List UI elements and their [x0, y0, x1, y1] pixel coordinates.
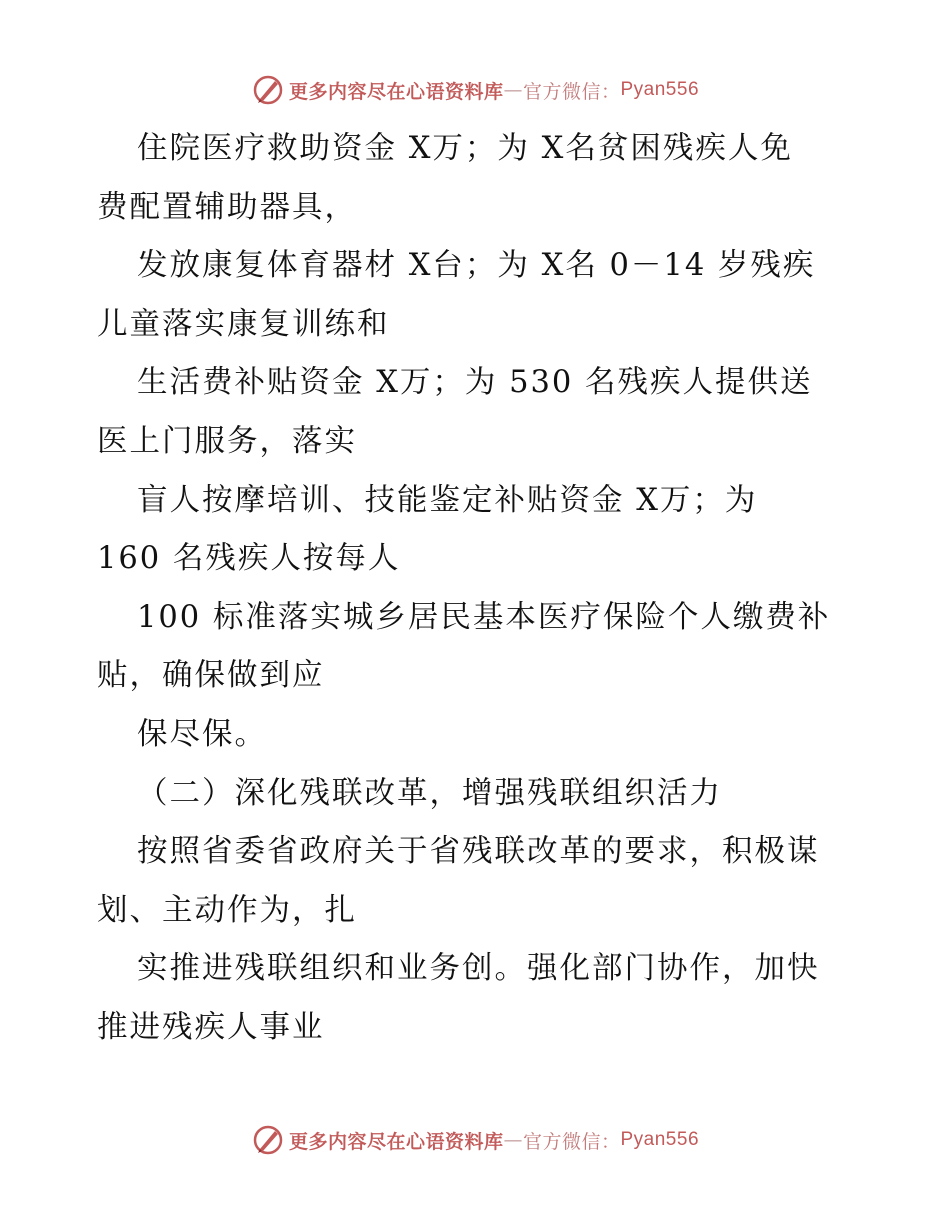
- text-line: 费配置辅助器具，: [97, 189, 357, 225]
- text-line: （二）深化残联改革，增强残联组织活力: [137, 775, 722, 811]
- watermark-separator: —: [503, 79, 523, 101]
- text-line: 100 标准落实城乡居民基本医疗保险个人缴费补: [137, 599, 831, 635]
- text-line: 划、主动作为，扎: [97, 892, 357, 928]
- watermark-label: 官方微信：: [522, 1130, 621, 1153]
- text-line: 发放康复体育器材 X台；为 X名 0－14 岁残疾: [137, 248, 816, 284]
- text-line: 按照省委省政府关于省残联改革的要求，积极谋: [137, 834, 820, 870]
- watermark-separator: —: [503, 1129, 523, 1151]
- text-line: 住院医疗救助资金 X万；为 X名贫困残疾人免: [137, 131, 793, 166]
- document-body: [97, 120, 867, 1058]
- header-watermark: [0, 72, 950, 108]
- text-line: 医上门服务，落实: [97, 423, 357, 459]
- text-line: 160 名残疾人按每人: [97, 541, 401, 577]
- watermark-label: 官方微信：: [522, 80, 621, 103]
- watermark-wechat-id: Pyan556: [620, 79, 700, 100]
- text-line: 贴，确保做到应: [97, 658, 325, 694]
- text-line: 实推进残联组织和业务创。强化部门协作，加快: [137, 951, 820, 987]
- text-line: 保尽保。: [137, 716, 267, 752]
- watermark-main-text: 更多内容尽在心语资料库: [288, 1130, 504, 1153]
- quill-logo-icon: [251, 73, 285, 107]
- text-line: 推进残疾人事业: [97, 1009, 325, 1045]
- watermark-wechat-id: Pyan556: [620, 1129, 700, 1150]
- text-line: 儿童落实康复训练和: [97, 306, 390, 342]
- footer-watermark: [0, 1122, 950, 1158]
- quill-logo-icon: [251, 1123, 285, 1157]
- watermark-main-text: 更多内容尽在心语资料库: [288, 80, 504, 103]
- text-line: 生活费补贴资金 X万；为 530 名残疾人提供送: [137, 365, 813, 401]
- text-line: 盲人按摩培训、技能鉴定补贴资金 X万；为: [137, 482, 758, 518]
